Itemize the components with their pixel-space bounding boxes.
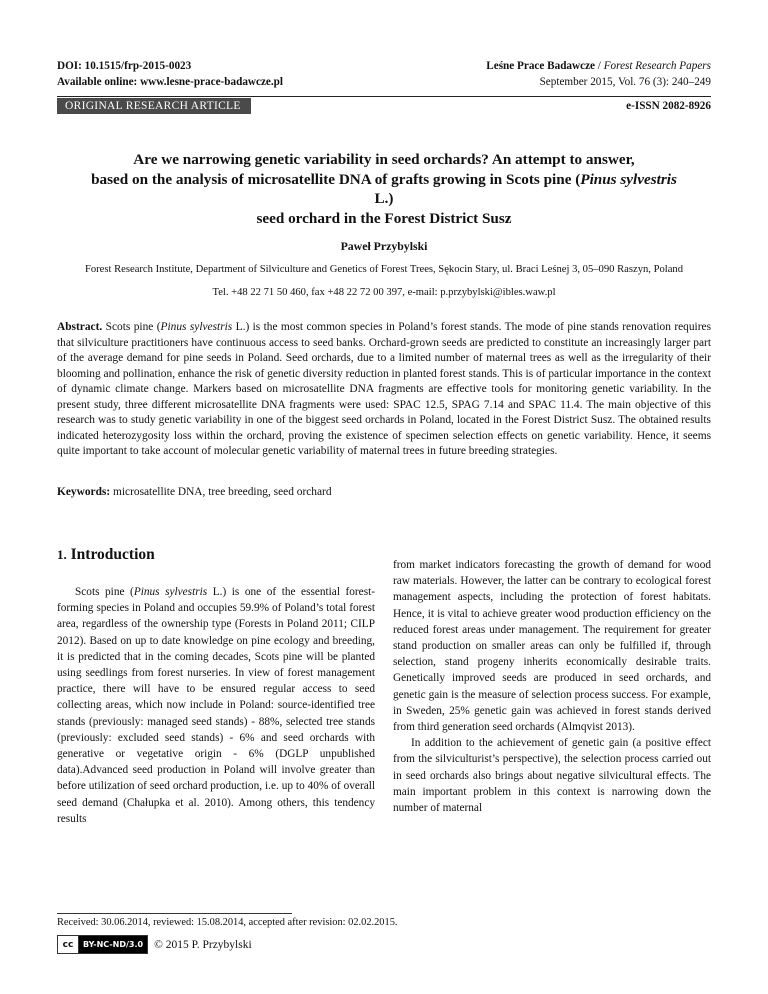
copyright: © 2015 P. Przybylski bbox=[154, 938, 252, 951]
cc-icon: cc bbox=[58, 936, 79, 953]
paragraph-text: Scots pine ( bbox=[75, 586, 134, 598]
paragraph: from market indicators forecasting the growth of demand for wood raw materials. However, the latter can be contrary to ecological forest management aspects, including the protection of forest habitats. Hence, it is vital to achieve greater wood production efficiency on the reduced forest areas under management. The requirement for greater stand production on smaller areas can only be fulfilled if, through selection, stand progeny inherits economically desirable traits. Genetically improved seeds are produced in seed orchards, and genetic gain is the measure of selection process success. For example, in Sweden, 25% genetic gain was achieved in forest stands derived from third generation seed orchards (Almqvist 2013). bbox=[393, 559, 711, 734]
keywords-text: microsatellite DNA, tree breeding, seed orchard bbox=[110, 486, 332, 498]
title-line-2 bbox=[80, 170, 688, 209]
title-species: Pinus sylvestris bbox=[580, 170, 677, 188]
abstract bbox=[57, 320, 711, 460]
paragraph-text: L.) is one of the essential forest-forming species in Poland and occupies 59.9% of Poland’s total forest area, regardless of the ownership type (Forests in Poland 2011; CILP 2012). Based on up to date knowledge on pine ecology and breeding, it is predicted that in the coming decades, Scots pine will be planted using seedlings from forest nurseries. In view of forest management practice, there will have to be ensured regular access to seed collecting areas, which now include in Poland: source-identified tree stands (previously: managed seed stands) - 88%, selected tree stands (previously: excluded seed stands) - 6% and seed orchards with generative or vegetative origin - 6% (DGLP unpublished data).Advanced seed production in Poland will involve greater than before utilization of seed orchard production, i.e. up to 40% of overall seed demand (Chałupka et al. 2010). Among others, this tendency results bbox=[57, 586, 375, 825]
affiliation: Forest Research Institute, Department of Silviculture and Genetics of Forest Trees, Sękocin Stary, ul. Braci Leśnej 3, 05–090 Raszyn, Poland bbox=[84, 264, 684, 275]
title-line-2-b: L.) bbox=[374, 190, 394, 207]
contact-info: Tel. +48 22 71 50 460, fax +48 22 72 00 397, e-mail: p.przybylski@ibles.waw.pl bbox=[212, 287, 556, 298]
paragraph-species: Pinus sylvestris bbox=[133, 586, 208, 598]
cc-license-badge[interactable] bbox=[57, 935, 148, 954]
abstract-body: L.) is the most common species in Poland’s forest stands. The mode of pine stands renovation requires that silviculture practitioners have continuous access to seed banks. Orchard-grown seeds are predicted to constitute an increasingly larger part of the average demand for pine seeds in Poland. Seed orchards, due to a limited number of maternal trees as well as the irregularity of their blooming and pollination, enhance the risk of genetic diversity reduction in planted forest stands. This is of particular importance in the context of dynamic climate change. Markers based on microsatellite DNA fragments are effective tools for monitoring genetic variability. In the present study, three different microsatellite DNA fragments were used: SPAC 12.5, SPAG 7.14 and SPAC 11.4. The main objective of this research was to study genetic variability in one of the biggest seed orchards in Poland, located in the Forest District Susz. The obtained results indicated heterozygosity loss within the orchard, proving the existence of specimen selection effects on genetic variability. Hence, it seems quite important to take account of molecular genetic variability of maternal trees in future breeding strategies. bbox=[57, 321, 712, 457]
section-heading bbox=[57, 544, 375, 566]
paragraph: In addition to the achievement of genetic gain (a positive effect from the silviculturist’s perspective), the selection process carried out in seed orchards also brings about negative silvicultural effects. The main important problem in this context is narrowing down the number of maternal bbox=[393, 737, 711, 815]
received-dates: Received: 30.06.2014, reviewed: 15.08.2014, accepted after revision: 02.02.2015. bbox=[57, 917, 398, 928]
journal-name-en: Forest Research Papers bbox=[603, 60, 711, 72]
issn: e-ISSN 2082-8926 bbox=[626, 100, 711, 112]
abstract-pre: Scots pine ( bbox=[102, 321, 161, 333]
issue-info: September 2015, Vol. 76 (3): 240–249 bbox=[539, 76, 711, 88]
section-title: Introduction bbox=[66, 546, 155, 563]
author-name: Paweł Przybylski bbox=[340, 239, 428, 253]
doi[interactable]: DOI: 10.1515/frp-2015-0023 bbox=[57, 60, 192, 72]
license bbox=[57, 935, 252, 954]
section-number: 1. bbox=[57, 547, 67, 562]
header-right bbox=[486, 58, 711, 90]
journal-name bbox=[486, 58, 711, 74]
journal-name-pl: Leśne Prace Badawcze bbox=[486, 60, 595, 72]
title-line-3: seed orchard in the Forest District Susz bbox=[256, 209, 512, 227]
article-title bbox=[80, 150, 688, 228]
abstract-species: Pinus sylvestris bbox=[160, 321, 233, 333]
article-type-badge: ORIGINAL RESEARCH ARTICLE bbox=[57, 98, 251, 114]
header-rule bbox=[57, 96, 711, 97]
footer-rule bbox=[57, 913, 292, 914]
cc-license-label: BY-NC-ND/3.0 bbox=[79, 936, 147, 953]
keywords bbox=[57, 486, 711, 498]
column-right bbox=[393, 557, 711, 816]
title-line-1: Are we narrowing genetic variability in seed orchards? An attempt to answer, bbox=[133, 151, 635, 168]
journal-separator: / bbox=[595, 60, 604, 72]
column-left bbox=[57, 544, 375, 827]
paragraph bbox=[57, 584, 375, 827]
available-online[interactable]: Available online: www.lesne-prace-badawcze.pl bbox=[57, 76, 284, 88]
title-line-2-a: based on the analysis of microsatellite DNA of grafts growing in Scots pine ( bbox=[91, 170, 581, 188]
keywords-label: Keywords: bbox=[57, 486, 111, 498]
abstract-label: Abstract. bbox=[57, 321, 103, 333]
header-left bbox=[57, 58, 283, 90]
